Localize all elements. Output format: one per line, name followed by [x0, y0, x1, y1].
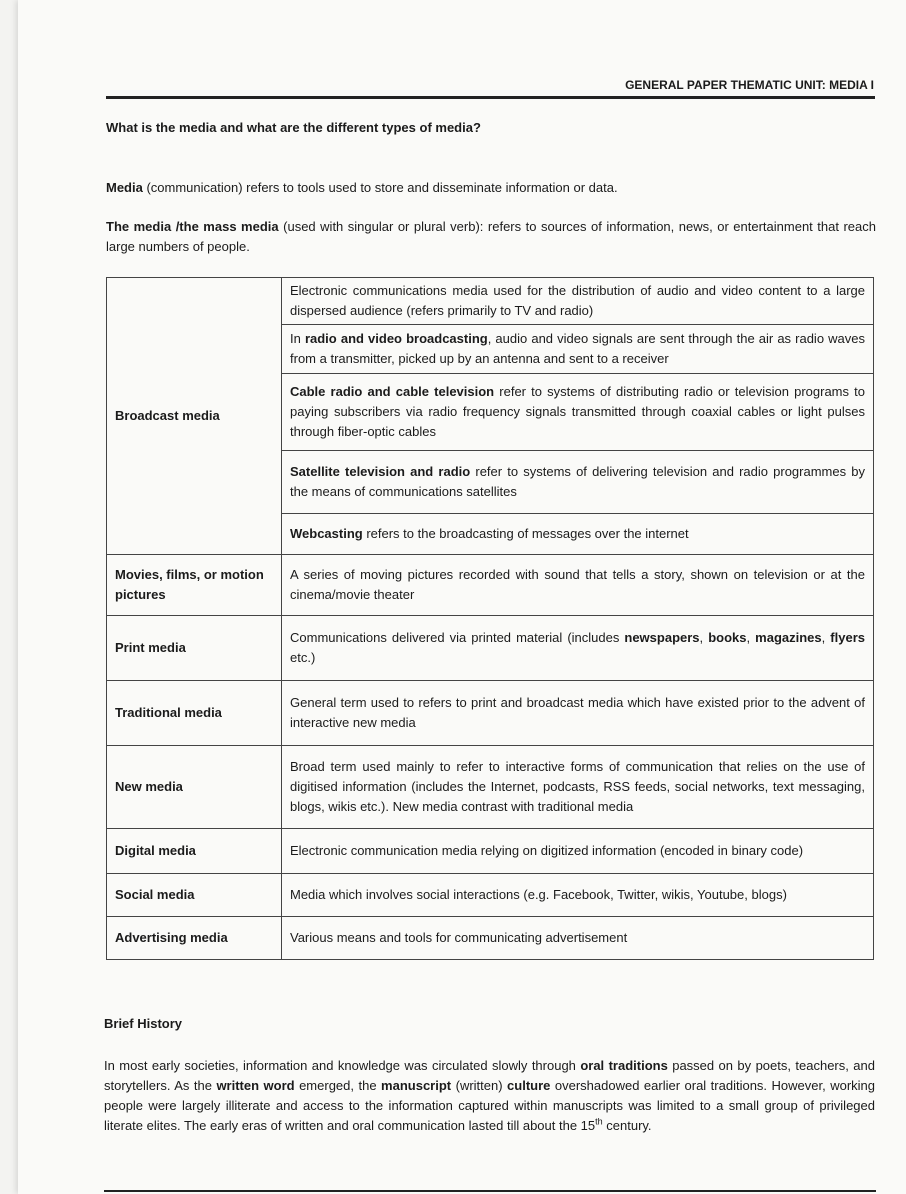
paragraph-text: In most early societies, information and knowledge was circulated slowly through	[104, 1058, 581, 1073]
footer-divider	[104, 1190, 876, 1192]
media-definition-text: (communication) refers to tools used to store and disseminate information or data.	[142, 180, 618, 195]
history-heading: Brief History	[104, 1016, 183, 1031]
table-row	[107, 555, 874, 616]
paragraph-text: century.	[602, 1118, 652, 1133]
cell-bold-text: radio and video broadcasting	[304, 331, 488, 346]
table-cell: Broad term used mainly to refer to interactive forms of communication that relies on the use of digitised information (includes the Internet, podcasts, RSS feeds, social networks, text messaging, blogs, wikis etc.). New media contrast with traditional media	[282, 746, 874, 829]
cell-text: ,	[699, 630, 709, 645]
paragraph-text: passed on by poets, teachers, and storytellers. As the	[104, 1058, 875, 1093]
table-label-traditional: Traditional media	[107, 681, 282, 746]
cell-bold-text: Cable radio and cable television	[290, 384, 495, 399]
table-cell: Media which involves social interactions (e.g. Facebook, Twitter, wikis, Youtube, blogs)	[282, 874, 874, 917]
cell-text: refers to the broadcasting of messages over the internet	[362, 526, 689, 541]
table-cell: Electronic communications media used for the distribution of audio and video content to a large dispersed audience (refers primarily to TV and radio)	[282, 278, 874, 325]
table-cell	[282, 325, 874, 374]
table-label-new: New media	[107, 746, 282, 829]
page-header: GENERAL PAPER THEMATIC UNIT: MEDIA I	[625, 78, 874, 92]
cell-text: refer to systems of distributing radio or television programs to paying subscribers via radio frequency signals transmitted through coaxial cables or light pulses through fiber-optic cables	[290, 384, 866, 439]
paragraph-text: overshadowed earlier oral traditions. However, working people were largely illiterate and access to the information captured within manuscripts was limited to a small group of privileged literate elites. The early eras of written and oral communication lasted till about the 15	[104, 1078, 875, 1133]
table-row	[107, 746, 874, 829]
table-row	[107, 278, 874, 325]
table-cell: General term used to refers to print and broadcast media which have existed prior to the advent of interactive new media	[282, 681, 874, 746]
cell-text: refer to systems of delivering television and radio programmes by the means of communications satellites	[290, 464, 865, 499]
mass-media-term: The media /the mass media	[106, 219, 279, 234]
media-definition	[106, 178, 876, 198]
table-row	[107, 874, 874, 917]
table-label-broadcast: Broadcast media	[107, 278, 282, 555]
media-types-table	[106, 277, 874, 960]
media-term: Media	[106, 180, 143, 195]
table-label-advertising: Advertising media	[107, 917, 282, 960]
table-cell	[282, 514, 874, 555]
paragraph-bold-text: written word	[216, 1078, 295, 1093]
table-row	[107, 681, 874, 746]
table-row	[107, 616, 874, 681]
history-paragraph	[104, 1056, 875, 1136]
cell-bold-text: Satellite television and radio	[290, 464, 471, 479]
paragraph-bold-text: culture	[507, 1078, 551, 1093]
cell-text: etc.)	[290, 650, 316, 665]
cell-bold-text: books	[708, 630, 747, 645]
cell-text: , audio and video signals are sent through the air as radio waves from a transmitter, picked up by an antenna and sent to a receiver	[290, 331, 865, 366]
table-cell: Various means and tools for communicating advertisement	[282, 917, 874, 960]
table-cell: Electronic communication media relying on digitized information (encoded in binary code)	[282, 829, 874, 874]
cell-text: ,	[746, 630, 756, 645]
table-cell: A series of moving pictures recorded with sound that tells a story, shown on television or at the cinema/movie theater	[282, 555, 874, 616]
paragraph-bold-text: manuscript	[381, 1078, 452, 1093]
superscript: th	[595, 1116, 603, 1127]
cell-bold-text: Webcasting	[290, 526, 363, 541]
table-label-social: Social media	[107, 874, 282, 917]
cell-text: Communications delivered via printed material (includes	[290, 630, 625, 645]
table-cell	[282, 451, 874, 514]
header-divider	[106, 96, 875, 99]
table-label-print: Print media	[107, 616, 282, 681]
section-question: What is the media and what are the different types of media?	[106, 120, 481, 135]
mass-media-definition-text: (used with singular or plural verb): refers to sources of information, news, or entertainment that reach large numbers of people.	[106, 219, 876, 254]
table-cell	[282, 616, 874, 681]
cell-bold-text: magazines	[755, 630, 822, 645]
mass-media-definition	[106, 217, 876, 257]
table-cell	[282, 374, 874, 451]
paragraph-bold-text: oral traditions	[580, 1058, 668, 1073]
table-row	[107, 917, 874, 960]
cell-bold-text: newspapers	[624, 630, 700, 645]
table-row	[107, 829, 874, 874]
cell-text: ,	[821, 630, 831, 645]
cell-bold-text: flyers	[830, 630, 865, 645]
paragraph-text: (written)	[451, 1078, 508, 1093]
table-label-digital: Digital media	[107, 829, 282, 874]
cell-text: In	[290, 331, 305, 346]
table-label-movies: Movies, films, or motion pictures	[107, 555, 282, 616]
paragraph-text: emerged, the	[294, 1078, 382, 1093]
